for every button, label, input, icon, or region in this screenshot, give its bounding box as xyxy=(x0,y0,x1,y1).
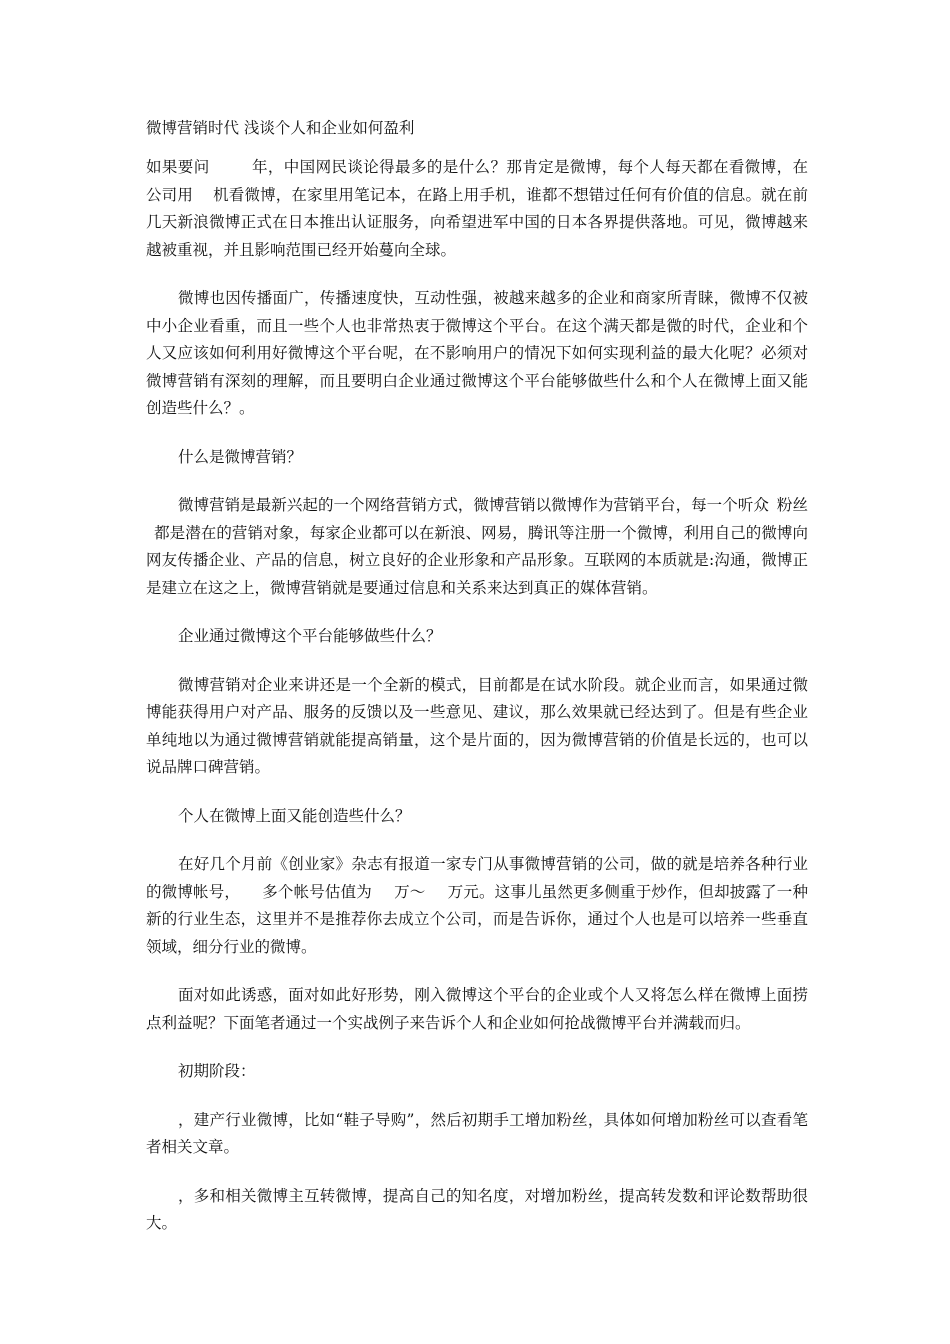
p3-text-3: 都是潜在的营销对象，每家企业都可以在新浪、网易，腾讯等注册一个微博，利用自己的微博向网友传播企业、产品的信息，树立良好的企业形象和产品形象。互联网的本质就是:沟通，微博正是建立在这之上，微博营销就是要通过信息和关系来达到真正的媒体营销。 xyxy=(146,523,808,597)
heading-what-individuals-can-create: 个人在微博上面又能创造些什么？ xyxy=(178,806,411,825)
p5-text-4: 万元。这事儿虽然更多侧重于炒作，但却披露了一种新的行业生态，这里并不是推荐你去成立个公司，而是告诉你，通过个人也是可以培养一些垂直领域，细分行业的微博。 xyxy=(146,882,808,956)
heading-what-companies-can-do: 企业通过微博这个平台能够做些什么？ xyxy=(178,627,442,645)
intro-text-1: 如果要问 xyxy=(146,158,210,176)
p5-text-2: 多个帐号估值为 xyxy=(262,882,372,901)
paragraph-5 xyxy=(146,851,808,961)
intro-paragraph xyxy=(146,154,808,264)
paragraph-7: ，建产行业微博，比如“鞋子导购”，然后初期手工增加粉丝，具体如何增加粉丝可以查看笔者相关文章。 xyxy=(146,1110,808,1156)
p5-text-1: 在好几个月前《创业家》杂志有报道一家专门从事微博营销的公司，做的就是培养各种行业的微博帐号， xyxy=(146,855,808,901)
p3-text-fans: 粉丝 xyxy=(776,496,808,514)
intro-text-3: 机看微博，在家里用笔记本，在路上用手机，谁都不想错过任何有价值的信息。就在前几天新浪微博正式在日本推出认证服务，向希望进军中国的日本各界提供落地。可见，微博越来越被重视，并且影响范围已经开始蔓向全球。 xyxy=(146,185,808,259)
intro-text-2: 年，中国网民谈论得最多的是什么？那肯定是微博，每个人每天都在看微博，在公司用 xyxy=(146,158,808,204)
p5-text-3: 万～ xyxy=(393,882,426,901)
heading-initial-stage: 初期阶段： xyxy=(178,1062,256,1080)
paragraph-3 xyxy=(146,492,808,602)
document-page xyxy=(146,114,808,1259)
paragraph-6: 面对如此诱惑，面对如此好形势，刚入微博这个平台的企业或个人又将怎么样在微博上面捞点利益呢？下面笔者通过一个实战例子来告诉个人和企业如何抢战微博平台并满载而归。 xyxy=(146,986,808,1032)
heading-what-is-weibo-marketing: 什么是微博营销？ xyxy=(178,447,303,466)
paragraph-8: ，多和相关微博主互转微博，提高自己的知名度，对增加粉丝，提高转发数和评论数帮助很大。 xyxy=(146,1186,808,1232)
paragraph-4: 微博营销对企业来讲还是一个全新的模式，目前都是在试水阶段。就企业而言，如果通过微博能获得用户对产品、服务的反馈以及一些意见、建议，那么效果就已经达到了。但是有些企业单纯地以为通过微博营销就能提高销量，这个是片面的，因为微博营销的价值是长远的，也可以说品牌口碑营销。 xyxy=(146,675,808,776)
p3-text-1: 微博营销是最新兴起的一个网络营销方式，微博营销以微博作为营销平台，每一个听众 xyxy=(178,496,769,514)
paragraph-2: 微博也因传播面广，传播速度快，互动性强，被越来越多的企业和商家所青睐，微博不仅被中小企业看重，而且一些个人也非常热衷于微博这个平台。在这个满天都是微的时代，企业和个人又应该如何利用好微博这个平台呢，在不影响用户的情况下如何实现利益的最大化呢？必须对微博营销有深刻的理解，而且要明白企业通过微博这个平台能够做些什么和个人在微博上面又能创造些什么？。 xyxy=(146,289,808,417)
article-title: 微博营销时代 浅谈个人和企业如何盈利 xyxy=(146,119,415,137)
